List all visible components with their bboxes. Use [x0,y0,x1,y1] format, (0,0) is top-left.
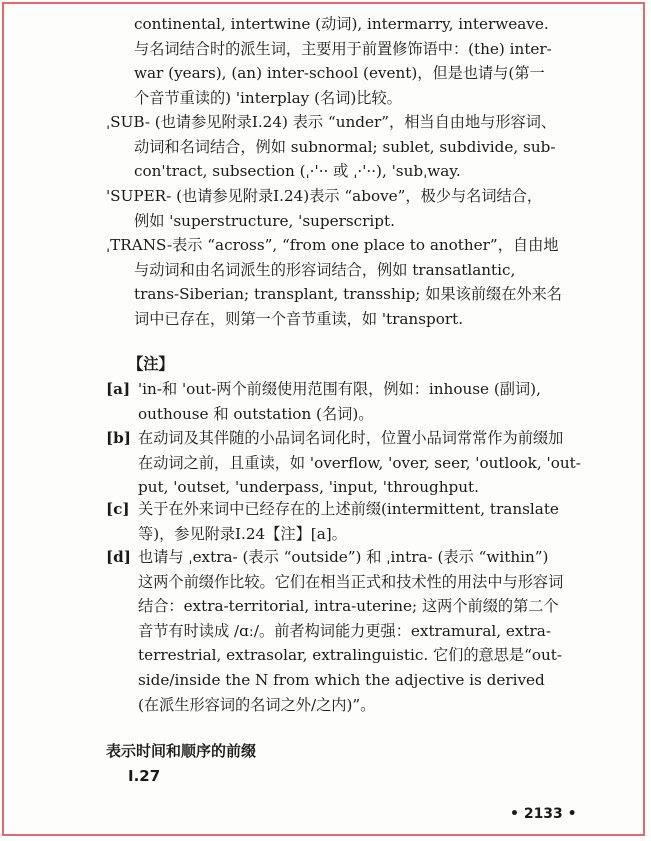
text-line: war (years), (an) inter-school (event)，但是也请与(第一 [134,64,545,83]
text-line: 在动词之前，且重读，如 'overflow, 'over, seer, 'outlook, 'out- [138,453,581,472]
entry-sub [106,110,596,184]
note-body [138,545,593,717]
note-label: [a] [106,380,131,398]
document-page [4,4,643,834]
note-body [138,377,593,426]
text-line: 等)，参见附录Ⅰ.24【注】[a]。 [138,524,347,543]
entry-headline: ˌTRANS-表示 “across”, “from one place to another”，自由地 [106,236,559,254]
section-heading: 表示时间和顺序的前缀 [106,742,257,760]
entry-super [106,184,596,233]
text-line: 也请与 ˌextra- (表示 “outside”) 和 ˌintra- (表示 “within”) [138,548,549,566]
text-line: 动词和名词结合，例如 subnormal; sublet, subdivide, sub- [134,137,556,156]
intro-paragraph [134,12,604,110]
note-body [138,426,593,500]
page-number: • 2133 • [510,806,577,822]
note-body [138,497,593,546]
text-line: 'in-和 'out-两个前缀使用范围有限，例如：inhouse (副词), [138,380,541,398]
text-line: 关于在外来词中已经存在的上述前缀(intermittent, translate [138,500,559,518]
text-line: trans-Siberian; transplant, transship; 如果该前缀在外来名 [134,285,562,304]
text-line: 个音节重读的) 'interplay (名词)比较。 [134,88,402,107]
text-line: 例如 'superstructure, 'superscript. [134,211,395,230]
note-label: [c] [106,500,130,518]
text-line: side/inside the N from which the adjective is derived [138,670,545,689]
entry-headline: ˌSUB- (也请参见附录Ⅰ.24) 表示 “under”，相当自由地与形容词、 [106,113,557,131]
page-frame [2,2,645,836]
entry-headline: 'SUPER- (也请参见附录Ⅰ.24)表示 “above”，极少与名词结合， [106,187,543,205]
text-line: outhouse 和 outstation (名词)。 [138,404,374,423]
text-line: 音节有时读成 /ɑː/。前者构词能力更强：extramural, extra- [138,621,551,640]
text-line: 结合：extra-territorial, intra-uterine; 这两个前缀的第二个 [138,597,559,616]
text-line: 与名词结合时的派生词，主要用于前置修饰语中：(the) inter- [134,39,552,58]
text-line: continental, intertwine (动词), intermarry, interweave. [134,15,549,33]
notes-heading: 【注】 [128,355,174,373]
text-line: terrestrial, extrasolar, extralinguistic. 它们的意思是“out- [138,646,563,665]
entry-trans [106,233,596,331]
text-line: put, 'outset, 'underpass, 'input, 'throughput. [138,478,479,497]
text-line: 词中已存在，则第一个音节重读，如 'transport. [134,309,464,328]
note-label: [d] [106,548,131,566]
section-reference: Ⅰ.27 [128,767,161,785]
text-line: 与动词和由名词派生的形容词结合，例如 transatlantic, [134,260,516,279]
text-line: con'tract, subsection (ˌ·'·· 或 ˌ·'··), 'subˌway. [134,162,461,181]
note-label: [b] [106,429,131,447]
text-line: 这两个前缀作比较。它们在相当正式和技术性的用法中与形容词 [138,572,564,591]
text-line: (在派生形容词的名词之外/之内)”。 [138,695,376,714]
text-line: 在动词及其伴随的小品词名词化时，位置小品词常常作为前缀加 [138,429,564,447]
